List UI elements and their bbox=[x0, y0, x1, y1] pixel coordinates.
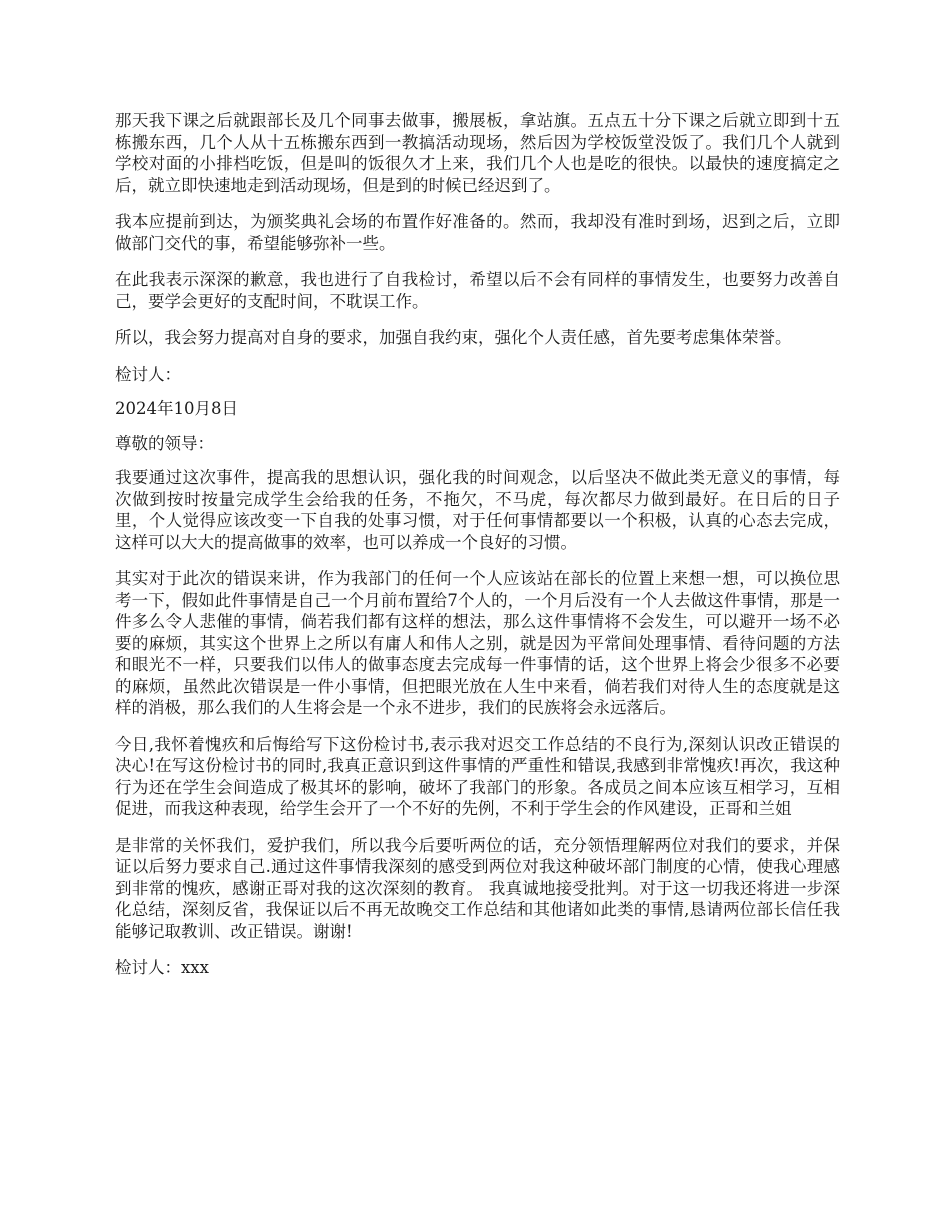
paragraph-apology: 在此我表示深深的歉意，我也进行了自我检讨，希望以后不会有同样的事情发生，也要努力改善自己，要学会更好的支配时间，不耽误工作。 bbox=[115, 270, 840, 311]
paragraph-should-arrive-early: 我本应提前到达，为颁奖典礼会场的布置作好准备的。然而，我却没有准时到场，迟到之后，立即做部门交代的事，希望能够弥补一些。 bbox=[115, 212, 840, 253]
date-line: 2024年10月8日 bbox=[115, 399, 238, 418]
signature-line-2: 检讨人：xxx bbox=[115, 958, 209, 977]
signature-line-1: 检讨人： bbox=[115, 364, 181, 384]
paragraph-perspective: 其实对于此次的错误来讲，作为我部门的任何一个人应该站在部长的位置上来想一想，可以换位思考一下，假如此件事情是自己一个月前布置给7个人的，一个月后没有一个人去做这件事情，那是一件多么令人悲催的事情，倘若我们都有这样的想法，那么这件事情将不会发生，可以避开一场不必要的麻烦，其实这个世界上之所以有庸人和伟人之别，就是因为平常间处理事情、看待问题的方法和眼光不一样，只要我们以伟人的做事态度去完成每一件事情的话，这个世界上将会少很多不必要的麻烦，虽然此次错误是一件小事情，但把眼光放在人生中来看，倘若我们对待人生的态度就是这样的消极，那么我们的人生将会是一个永不进步，我们的民族将会永远落后。 bbox=[115, 569, 840, 717]
paragraph-remorse: 今日,我怀着愧疚和后悔给写下这份检讨书,表示我对迟交工作总结的不良行为,深刻认识改正错误的决心!在写这份检讨书的同时,我真正意识到这件事情的严重性和错误,我感到非常愧疚!再次，我这种行为还在学生会间造成了极其坏的影响，破坏了我部门的形象。各成员之间本应该互相学习，互相促进，而我这种表现，给学生会开了一个不好的先例，不利于学生会的作风建设，正哥和兰姐 bbox=[115, 734, 840, 818]
document-body bbox=[115, 110, 840, 994]
paragraph-lateness-account: 那天我下课之后就跟部长及几个同事去做事，搬展板，拿站旗。五点五十分下课之后就立即到十五栋搬东西，几个人从十五栋搬东西到一教搞活动现场，然后因为学校饭堂没饭了。我们几个人就到学校对面的小排档吃饭，但是叫的饭很久才上来，我们几个人也是吃的很快。以最快的速度搞定之后，就立即快速地走到活动现场，但是到的时候已经迟到了。 bbox=[115, 111, 840, 195]
paragraph-commitment: 是非常的关怀我们，爱护我们，所以我今后要听两位的话，充分领悟理解两位对我们的要求，并保证以后努力要求自己.通过这件事情我深刻的感受到两位对我这种破坏部门制度的心情，使我心理感到非常的愧疚，感谢正哥对我的这次深刻的教育。 我真诚地接受批判。对于这一切我还将进一步深化总结，深刻反省，我保证以后不再无故晚交工作总结和其他诸如此类的事情,恳请两位部长信任我能够记取教训、改正错误。谢谢! bbox=[115, 835, 840, 941]
paragraph-awareness: 我要通过这次事件，提高我的思想认识，强化我的时间观念，以后坚决不做此类无意义的事情，每次做到按时按量完成学生会给我的任务，不拖欠，不马虎，每次都尽力做到最好。在日后的日子里，个人觉得应该改变一下自我的处事习惯，对于任何事情都要以一个积极，认真的心态去完成，这样可以大大的提高做事的效率，也可以养成一个良好的习惯。 bbox=[115, 468, 840, 552]
paragraph-self-discipline: 所以，我会努力提高对自身的要求，加强自我约束，强化个人责任感，首先要考虑集体荣誉。 bbox=[115, 328, 792, 347]
salutation: 尊敬的领导： bbox=[115, 433, 214, 453]
